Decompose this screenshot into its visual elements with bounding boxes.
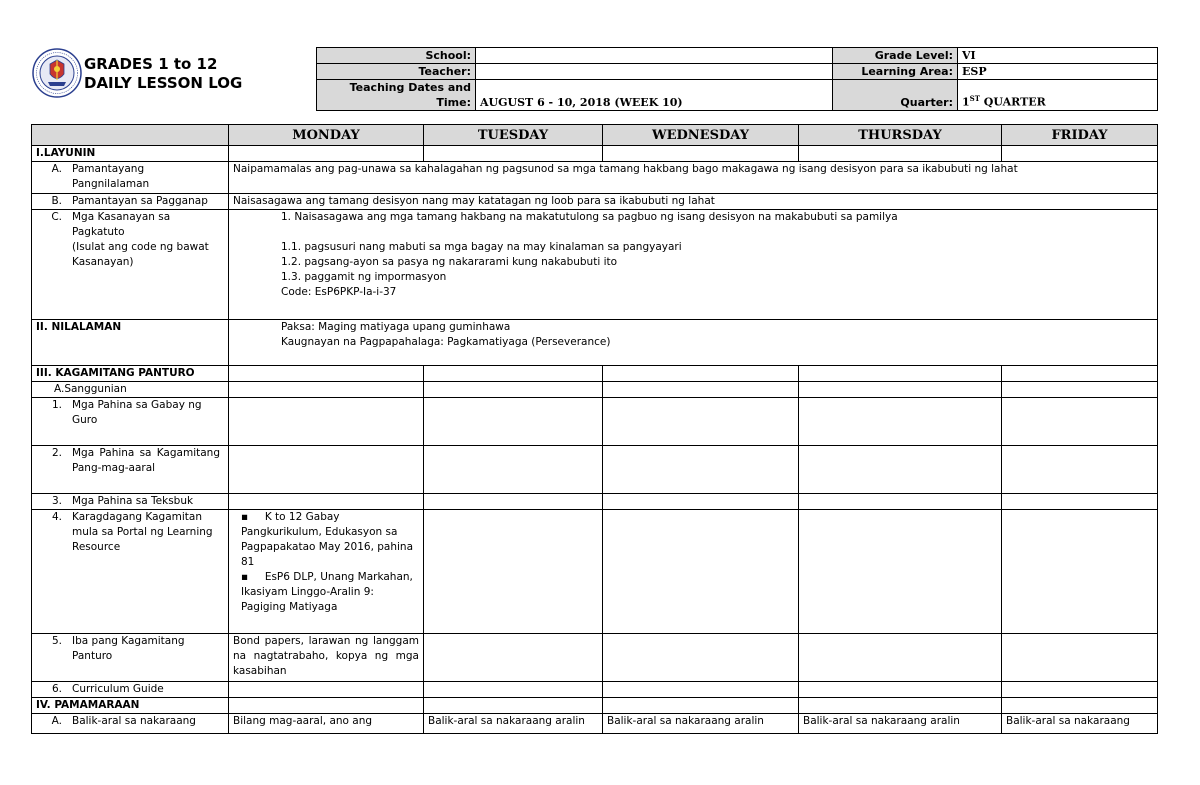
cell-fri[interactable] bbox=[1002, 510, 1158, 634]
row-label-curriculum-guide: 6. Curriculum Guide bbox=[32, 682, 229, 698]
cell-thu[interactable] bbox=[799, 698, 1002, 714]
cell-tue[interactable] bbox=[424, 146, 603, 162]
day-header-friday: FRIDAY bbox=[1002, 125, 1158, 146]
cell-fri[interactable] bbox=[1002, 634, 1158, 682]
lesson-log-table bbox=[31, 124, 1158, 734]
cell-fri[interactable] bbox=[1002, 398, 1158, 446]
table-row bbox=[32, 682, 1158, 698]
teacher-value[interactable] bbox=[476, 64, 833, 80]
balik-aral-thursday[interactable]: Balik-aral sa nakaraang aralin bbox=[799, 714, 1002, 734]
cell-fri[interactable] bbox=[1002, 446, 1158, 494]
table-row bbox=[32, 366, 1158, 382]
cell-thu[interactable] bbox=[799, 682, 1002, 698]
bullet-icon: ▪ bbox=[241, 511, 249, 523]
row-label-teksbuk: 3. Mga Pahina sa Teksbuk bbox=[32, 494, 229, 510]
cell-wed[interactable] bbox=[603, 146, 799, 162]
row-label-karagdagang-kagamitan: 4. Karagdagang Kagamitan mula sa Portal ng Learning Resource bbox=[32, 510, 229, 634]
row-label-sanggunian: A.Sanggunian bbox=[32, 382, 229, 398]
cell-wed[interactable] bbox=[603, 398, 799, 446]
quarter-label: Quarter: bbox=[833, 80, 958, 111]
cell-thu[interactable] bbox=[799, 366, 1002, 382]
table-row bbox=[32, 714, 1158, 734]
cell-mon[interactable] bbox=[229, 494, 424, 510]
header-info-table bbox=[316, 47, 1158, 111]
table-row bbox=[32, 446, 1158, 494]
table-row bbox=[32, 382, 1158, 398]
cell-tue[interactable] bbox=[424, 494, 603, 510]
table-row bbox=[32, 320, 1158, 366]
cell-wed[interactable] bbox=[603, 510, 799, 634]
table-row bbox=[32, 146, 1158, 162]
cell-wed[interactable] bbox=[603, 682, 799, 698]
cell-mon[interactable] bbox=[229, 366, 424, 382]
iba-pang-kagamitan-monday[interactable]: Bond papers, larawan ng langgam na nagtatrabaho, kopya ng mga kasabihan bbox=[229, 634, 424, 682]
title-line-2: DAILY LESSON LOG bbox=[84, 74, 243, 92]
quarter-value[interactable]: 1ST QUARTER bbox=[958, 80, 1158, 111]
cell-wed[interactable] bbox=[603, 698, 799, 714]
row-label-kagamitang-pang-mag-aaral: 2. Mga Pahina sa Kagamitang Pang-mag-aaral bbox=[32, 446, 229, 494]
cell-thu[interactable] bbox=[799, 634, 1002, 682]
cell-mon[interactable] bbox=[229, 682, 424, 698]
table-row bbox=[32, 194, 1158, 210]
balik-aral-monday[interactable]: Bilang mag-aaral, ano ang bbox=[229, 714, 424, 734]
karagdagang-kagamitan-monday[interactable] bbox=[229, 510, 424, 634]
school-value[interactable] bbox=[476, 48, 833, 64]
pamantayang-pangnilalaman-text: Naipamamalas ang pag-unawa sa kahalagahan ng pagsunod sa mga tamang hakbang bago makagawa ng isang desisyon para sa ikabubuti ng lahat bbox=[229, 162, 1158, 194]
table-row bbox=[32, 210, 1158, 320]
cell-wed[interactable] bbox=[603, 382, 799, 398]
cell-fri[interactable] bbox=[1002, 366, 1158, 382]
day-header-monday: MONDAY bbox=[229, 125, 424, 146]
row-label-pamantayan-pagganap: B. Pamantayan sa Pagganap bbox=[32, 194, 229, 210]
grade-level-value[interactable]: VI bbox=[958, 48, 1158, 64]
cell-tue[interactable] bbox=[424, 682, 603, 698]
cell-mon[interactable] bbox=[229, 398, 424, 446]
row-label-pamantayang-pangnilalaman: A. Pamantayang Pangnilalaman bbox=[32, 162, 229, 194]
cell-fri[interactable] bbox=[1002, 146, 1158, 162]
cell-fri[interactable] bbox=[1002, 382, 1158, 398]
section-kagamitang-panturo: III. KAGAMITANG PANTURO bbox=[32, 366, 229, 382]
kasanayan-text: 1. Naisasagawa ang mga tamang hakbang na makatutulong sa pagbuo ng isang desisyon na makabubuti sa pamilya 1.1. pagsusuri nang mabuti sa mga bagay na may kinalaman sa pangyayari 1.2. pagsang-ayon sa pasya ng nakararami kung nakabubuti ito 1.3. paggamit ng impormasyon Code: EsP6PKP-Ia-i-37 bbox=[229, 210, 1158, 320]
deped-seal-logo bbox=[32, 48, 82, 98]
grade-level-label: Grade Level: bbox=[833, 48, 958, 64]
cell-wed[interactable] bbox=[603, 366, 799, 382]
section-pamamaraan: IV. PAMAMARAAN bbox=[32, 698, 229, 714]
section-nilalaman: II. NILALAMAN bbox=[32, 320, 229, 366]
title-line-1: GRADES 1 to 12 bbox=[84, 55, 218, 73]
cell-thu[interactable] bbox=[799, 398, 1002, 446]
bullet-icon: ▪ bbox=[241, 571, 249, 583]
day-header-row bbox=[32, 125, 1158, 146]
balik-aral-tuesday[interactable]: Balik-aral sa nakaraang aralin bbox=[424, 714, 603, 734]
school-label: School: bbox=[317, 48, 476, 64]
table-row bbox=[32, 494, 1158, 510]
cell-tue[interactable] bbox=[424, 382, 603, 398]
cell-mon[interactable] bbox=[229, 698, 424, 714]
cell-tue[interactable] bbox=[424, 366, 603, 382]
list-item: ▪ K to 12 Gabay Pangkurikulum, Edukasyon sa Pagpapakatao May 2016, pahina 81 bbox=[241, 511, 414, 568]
day-header-wednesday: WEDNESDAY bbox=[603, 125, 799, 146]
cell-thu[interactable] bbox=[799, 382, 1002, 398]
balik-aral-friday[interactable]: Balik-aral sa nakaraang bbox=[1002, 714, 1158, 734]
list-item: ▪ EsP6 DLP, Unang Markahan, Ikasiyam Linggo-Aralin 9: Pagiging Matiyaga bbox=[241, 571, 413, 613]
balik-aral-wednesday[interactable]: Balik-aral sa nakaraang aralin bbox=[603, 714, 799, 734]
cell-tue[interactable] bbox=[424, 398, 603, 446]
teaching-dates-value[interactable]: AUGUST 6 - 10, 2018 (WEEK 10) bbox=[476, 80, 833, 111]
cell-fri[interactable] bbox=[1002, 682, 1158, 698]
cell-thu[interactable] bbox=[799, 446, 1002, 494]
day-header-tuesday: TUESDAY bbox=[424, 125, 603, 146]
table-row bbox=[32, 698, 1158, 714]
cell-wed[interactable] bbox=[603, 494, 799, 510]
cell-fri[interactable] bbox=[1002, 698, 1158, 714]
pamantayan-pagganap-text: Naisasagawa ang tamang desisyon nang may katatagan ng loob para sa ikabubuti ng lahat bbox=[229, 194, 1158, 210]
cell-fri[interactable] bbox=[1002, 494, 1158, 510]
table-row bbox=[32, 162, 1158, 194]
cell-mon[interactable] bbox=[229, 446, 424, 494]
table-row bbox=[32, 398, 1158, 446]
learning-area-value[interactable]: ESP bbox=[958, 64, 1158, 80]
nilalaman-text: Paksa: Maging matiyaga upang guminhawa Kaugnayan na Pagpapahalaga: Pagkamatiyaga (Perseverance) bbox=[229, 320, 1158, 366]
corner-cell bbox=[32, 125, 229, 146]
row-label-balik-aral: A. Balik-aral sa nakaraang bbox=[32, 714, 229, 734]
cell-tue[interactable] bbox=[424, 634, 603, 682]
day-header-thursday: THURSDAY bbox=[799, 125, 1002, 146]
cell-tue[interactable] bbox=[424, 446, 603, 494]
learning-area-label: Learning Area: bbox=[833, 64, 958, 80]
table-row bbox=[32, 510, 1158, 634]
cell-mon[interactable] bbox=[229, 146, 424, 162]
cell-wed[interactable] bbox=[603, 634, 799, 682]
cell-tue[interactable] bbox=[424, 698, 603, 714]
cell-mon[interactable] bbox=[229, 382, 424, 398]
cell-tue[interactable] bbox=[424, 510, 603, 634]
row-label-iba-pang-kagamitan: 5. Iba pang Kagamitang Panturo bbox=[32, 634, 229, 682]
cell-thu[interactable] bbox=[799, 146, 1002, 162]
page-title bbox=[84, 55, 242, 93]
cell-thu[interactable] bbox=[799, 494, 1002, 510]
teacher-label: Teacher: bbox=[317, 64, 476, 80]
teaching-dates-label: Teaching Dates and Time: bbox=[317, 80, 476, 111]
cell-thu[interactable] bbox=[799, 510, 1002, 634]
cell-wed[interactable] bbox=[603, 446, 799, 494]
row-label-kasanayan: C. Mga Kasanayan sa Pagkatuto (Isulat ang code ng bawat Kasanayan) bbox=[32, 210, 229, 320]
table-row bbox=[32, 634, 1158, 682]
section-layunin: I.LAYUNIN bbox=[32, 146, 229, 162]
row-label-gabay-ng-guro: 1. Mga Pahina sa Gabay ng Guro bbox=[32, 398, 229, 446]
